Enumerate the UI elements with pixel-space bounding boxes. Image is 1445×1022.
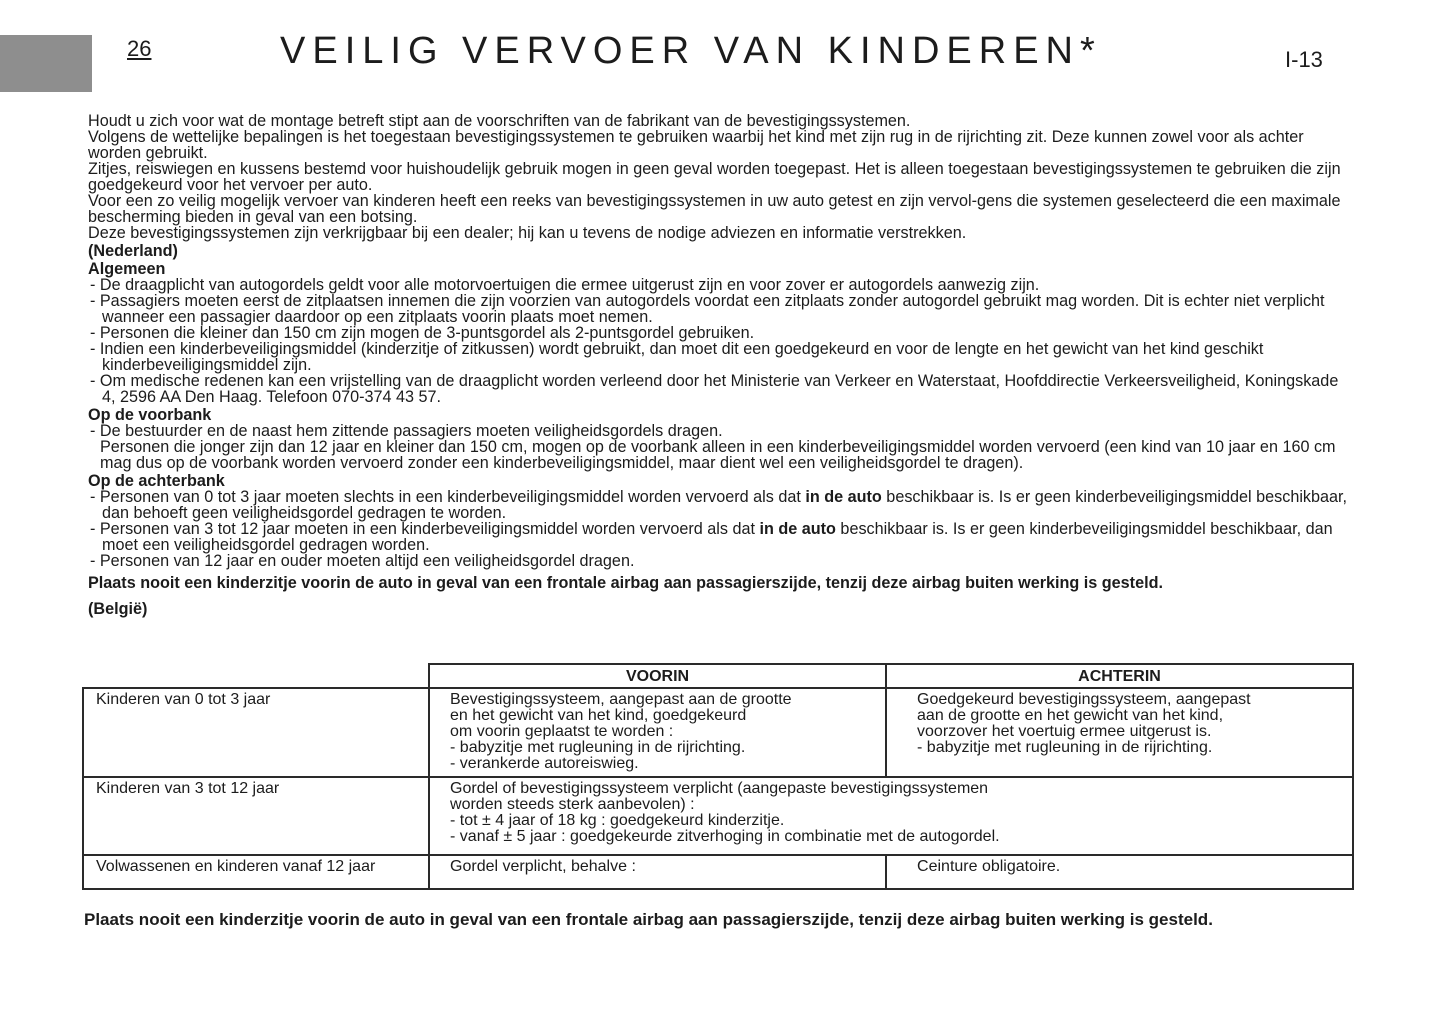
- table-header-achterin: ACHTERIN: [886, 664, 1353, 688]
- subheading-achterbank: Op de achterbank: [88, 472, 225, 490]
- list-item-text: beschikbaar is. Is er geen kinderbeveiligingsmiddel beschikbaar, dan behoeft geen veiligheidsgordel gedragen te worden.: [102, 488, 1348, 522]
- list-item-text: - Personen van 3 tot 12 jaar moeten in een kinderbeveiligingsmiddel worden vervoerd als dat: [90, 520, 760, 538]
- list-item: - Indien een kinderbeveiligingsmiddel (kinderzitje of zitkussen) wordt gebruikt, dan moet dit een goedgekeurd en voor de lengte en het gewicht van het kind geschikt kinderbeveiligingsmiddel zijn.: [90, 340, 1264, 374]
- cell-line: - vanaf ± 5 jaar : goedgekeurde zitverhoging in combinatie met de autogordel.: [450, 828, 1000, 845]
- belgie-rules-table: [82, 663, 1354, 890]
- cell-combined: [429, 777, 1353, 855]
- cell-line: Bevestigingssysteem, aangepast aan de grootte: [450, 691, 792, 708]
- table-row: [83, 688, 1353, 777]
- subheading-algemeen: Algemeen: [88, 260, 166, 278]
- table-row: [83, 777, 1353, 855]
- table-header-voorin: VOORIN: [429, 664, 886, 688]
- intro-paragraph: Zitjes, reiswiegen en kussens bestemd voor huishoudelijk gebruik mogen in geen geval worden toegepast. Het is alleen toegestaan bevestigingssystemen te gebruiken die zijn goedgekeurd voor het vervoer per auto.: [88, 160, 1341, 194]
- cell-line: - tot ± 4 jaar of 18 kg : goedgekeurd kinderzitje.: [450, 812, 785, 829]
- intro-paragraph: Voor een zo veilig mogelijk vervoer van kinderen heeft een reeks van bevestigingssystemen in uw auto getest en zijn vervol-gens die systemen geselecteerd die een maximale bescherming bieden in geval van een botsing.: [88, 192, 1341, 226]
- list-item: - Om medische redenen kan een vrijstelling van de draagplicht worden verleend door het Ministerie van Verkeer en Waterstaat, Hoofddirectie Verkeersveiligheid, Koningskade 4, 2596 AA Den Haag. Telefoon 070-374 43 57.: [90, 372, 1339, 406]
- cell-line: aan de grootte en het gewicht van het kind,: [917, 707, 1224, 724]
- list-item: - De bestuurder en de naast hem zittende passagiers moeten veiligheidsgordels dragen.: [90, 422, 723, 440]
- emphasis-text: in de auto: [805, 488, 882, 506]
- cell-achterin: [886, 688, 1353, 777]
- row-label: Kinderen van 3 tot 12 jaar: [83, 777, 429, 855]
- cell-line: - verankerde autoreiswieg.: [450, 755, 639, 772]
- cell-line: om voorin geplaatst te worden :: [450, 723, 674, 740]
- cell-line: Gordel of bevestigingssysteem verplicht (aangepaste bevestigingssystemen: [450, 780, 989, 797]
- intro-paragraph: Houdt u zich voor wat de montage betreft stipt aan de voorschriften van de fabrikant van de bevestigingssystemen.: [88, 112, 911, 130]
- subheading-voorbank: Op de voorbank: [88, 406, 212, 424]
- cell-achterin: Ceinture obligatoire.: [886, 855, 1353, 889]
- cell-line: worden steeds sterk aanbevolen) :: [450, 796, 695, 813]
- cell-line: voorzover het voertuig ermee uitgerust is.: [917, 723, 1212, 740]
- cell-voorin: [429, 688, 886, 777]
- list-item: Personen die jonger zijn dan 12 jaar en kleiner dan 150 cm, mogen op de voorbank alleen in een kinderbeveiligingsmiddel worden vervoerd (een kind van 10 jaar en 160 cm mag dus op de voorbank worden vervoerd zonder een kinderbeveiligingsmiddel, maar dient wel een veiligheidsgordel te dragen).: [100, 438, 1336, 472]
- cell-line: - babyzitje met rugleuning in de rijrichting.: [917, 739, 1213, 756]
- intro-paragraph: Volgens de wettelijke bepalingen is het toegestaan bevestigingssystemen te gebruiken waarbij het kind met zijn rug in de rijrichting zit. Deze kunnen zowel voor als achter worden gebruikt.: [88, 128, 1304, 162]
- row-label: Kinderen van 0 tot 3 jaar: [83, 688, 429, 777]
- list-item: - Passagiers moeten eerst de zitplaatsen innemen die zijn voorzien van autogordels voordat een zitplaats zonder autogordel gebruikt mag worden. Dit is echter niet verplicht wanneer een passagier daardoor op een zitplaats voorin plaats moet nemen.: [90, 292, 1325, 326]
- list-item-text: - Personen van 0 tot 3 jaar moeten slechts in een kinderbeveiligingsmiddel worden vervoerd als dat: [90, 488, 806, 506]
- cell-line: - babyzitje met rugleuning in de rijrichting.: [450, 739, 746, 756]
- emphasis-text: in de auto: [759, 520, 836, 538]
- country-heading-nederland: (Nederland): [88, 242, 178, 260]
- country-heading-belgie: (België): [88, 600, 148, 618]
- cell-line: en het gewicht van het kind, goedgekeurd: [450, 707, 747, 724]
- cell-voorin: Gordel verplicht, behalve :: [429, 855, 886, 889]
- table-header-empty: [83, 664, 429, 688]
- page-title: VEILIG VERVOER VAN KINDEREN*: [280, 30, 1102, 72]
- list-item: [88, 489, 1356, 521]
- body-text: [88, 113, 1356, 617]
- intro-paragraph: Deze bevestigingssystemen zijn verkrijgbaar bij een dealer; hij kan u tevens de nodige adviezen en informatie verstrekken.: [88, 224, 967, 242]
- list-item: - Personen die kleiner dan 150 cm zijn mogen de 3-puntsgordel als 2-puntsgordel gebruiken.: [90, 324, 755, 342]
- list-item: - Personen van 12 jaar en ouder moeten altijd een veiligheidsgordel dragen.: [90, 552, 635, 570]
- section-tab-marker: [0, 35, 92, 92]
- table-row: [83, 855, 1353, 889]
- list-item-text: beschikbaar is. Is er geen kinderbeveiligingsmiddel beschikbaar, dan moet een veiligheidsgordel gedragen worden.: [102, 520, 1333, 554]
- page-number: 26: [127, 36, 152, 61]
- table-header-row: [83, 664, 1353, 688]
- row-label: Volwassenen en kinderen vanaf 12 jaar: [83, 855, 429, 889]
- section-code: I-13: [1285, 47, 1323, 72]
- airbag-warning-nederland: Plaats nooit een kinderzitje voorin de auto in geval van een frontale airbag aan passagierszijde, tenzij deze airbag buiten werking is gesteld.: [88, 574, 1163, 592]
- list-item: [88, 521, 1356, 553]
- airbag-warning-belgie: Plaats nooit een kinderzitje voorin de auto in geval van een frontale airbag aan passagierszijde, tenzij deze airbag buiten werking is gesteld.: [84, 910, 1213, 929]
- cell-line: Goedgekeurd bevestigingssysteem, aangepast: [917, 691, 1251, 708]
- list-item: - De draagplicht van autogordels geldt voor alle motorvoertuigen die ermee uitgerust zijn en voor zover er autogordels aanwezig zijn.: [90, 276, 1040, 294]
